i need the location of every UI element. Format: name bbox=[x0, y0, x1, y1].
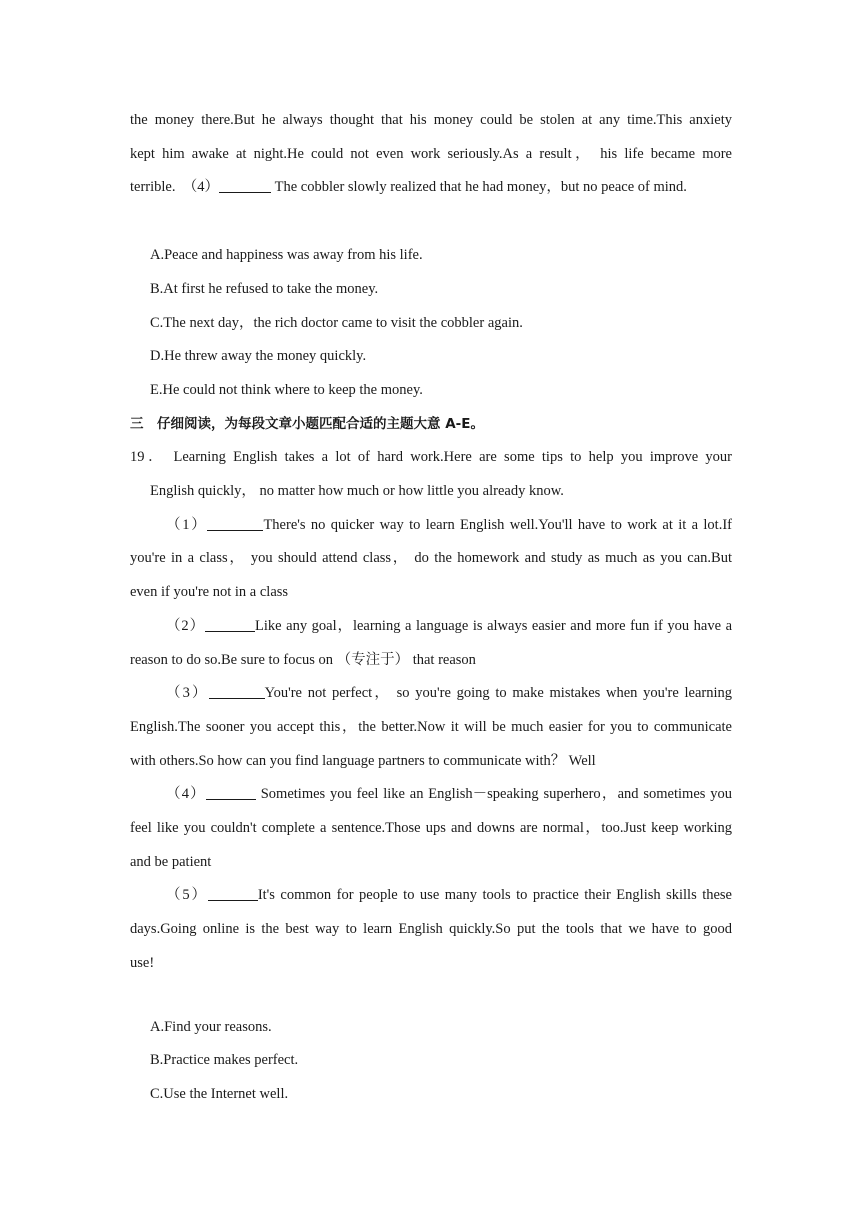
paragraph-text: English.The sooner you accept this，the better.Now it will be much easier for you to communicate bbox=[130, 718, 732, 735]
paragraph-text: even if you're not in a class bbox=[130, 584, 289, 601]
paragraph-text: days.Going online is the best way to learn English quickly.So put the tools that we have to good bbox=[130, 921, 732, 938]
paragraph-text: Sometimes you feel like an English－speaking superhero，and sometimes you bbox=[255, 786, 732, 803]
option-item: B.At first he refused to take the money. bbox=[150, 280, 379, 297]
paragraph-4 bbox=[130, 778, 732, 812]
option-item: A.Peace and happiness was away from his life. bbox=[150, 247, 423, 264]
paragraph-text: feel like you couldn't complete a sentence.Those ups and downs are normal，too.Just keep working bbox=[130, 820, 732, 837]
answer-blank[interactable] bbox=[208, 886, 258, 901]
paragraph-text: with others.So how can you find language partners to communicate with？ Well bbox=[130, 752, 596, 769]
paragraph-label: （2） bbox=[166, 617, 206, 634]
question-intro-text: Learning English takes a lot of hard work.Here are some tips to help you improve your bbox=[166, 449, 732, 466]
paragraph-label: （3） bbox=[166, 685, 209, 702]
paragraph-text: It's common for people to use many tools to practice their English skills these bbox=[257, 887, 732, 904]
question-number: 19． bbox=[130, 449, 167, 466]
passage-text: terrible. （4） bbox=[130, 179, 219, 196]
paragraph-text: use! bbox=[130, 954, 155, 971]
paragraph-5 bbox=[130, 879, 732, 913]
passage-continuation bbox=[130, 104, 732, 205]
option-item: A.Find your reasons. bbox=[150, 1018, 272, 1035]
paragraph-2 bbox=[130, 610, 732, 644]
answer-blank[interactable] bbox=[205, 617, 255, 632]
paragraph-text: you're in a class， you should attend class， do the homework and study as much as you can.But bbox=[130, 550, 732, 567]
option-item: C.Use the Internet well. bbox=[150, 1085, 289, 1102]
paragraph-label: （4） bbox=[166, 786, 206, 803]
passage-text: The cobbler slowly realized that he had money，but no peace of mind. bbox=[271, 179, 687, 196]
question-intro bbox=[130, 441, 732, 475]
spacer bbox=[130, 981, 732, 1011]
paragraph-text: You're not perfect， so you're going to make mistakes when you're learning bbox=[264, 685, 733, 702]
passage-line: the money there.But he always thought that his money could be stolen at any time.This anxiety bbox=[130, 112, 732, 128]
option-item: D.He threw away the money quickly. bbox=[150, 348, 367, 365]
answer-blank[interactable] bbox=[219, 178, 271, 193]
paragraph-label: （1） bbox=[166, 516, 208, 533]
passage-line bbox=[130, 171, 732, 205]
spacer bbox=[130, 205, 732, 239]
paragraph-label: （5） bbox=[166, 887, 208, 904]
paragraph-1 bbox=[130, 509, 732, 543]
option-item: C.The next day，the rich doctor came to visit the cobbler again. bbox=[150, 314, 523, 331]
paragraph-text: reason to do so.Be sure to focus on （专注于） that reason bbox=[130, 651, 476, 668]
paragraph-text: There's no quicker way to learn English well.You'll have to work at it a lot.If bbox=[263, 516, 732, 533]
question-intro: English quickly， no matter how much or how little you already know. bbox=[150, 483, 564, 500]
document-page bbox=[130, 104, 732, 1112]
options-list-1 bbox=[130, 239, 732, 408]
options-list-2 bbox=[130, 1011, 732, 1112]
option-item: B.Practice makes perfect. bbox=[150, 1052, 299, 1069]
passage-line: kept him awake at night.He could not even work seriously.As a result， his life became more bbox=[130, 145, 732, 162]
section-title: 三 仔细阅读，为每段文章小题匹配合适的主题大意 A-E。 bbox=[130, 415, 484, 432]
question-19 bbox=[130, 441, 732, 980]
paragraph-text: Like any goal，learning a language is always easier and more fun if you have a bbox=[255, 617, 733, 634]
option-item: E.He could not think where to keep the money. bbox=[150, 381, 423, 398]
paragraph-3 bbox=[130, 677, 732, 711]
paragraph-text: and be patient bbox=[130, 853, 212, 870]
answer-blank[interactable] bbox=[209, 684, 265, 699]
answer-blank[interactable] bbox=[207, 516, 263, 531]
answer-blank[interactable] bbox=[206, 785, 256, 800]
